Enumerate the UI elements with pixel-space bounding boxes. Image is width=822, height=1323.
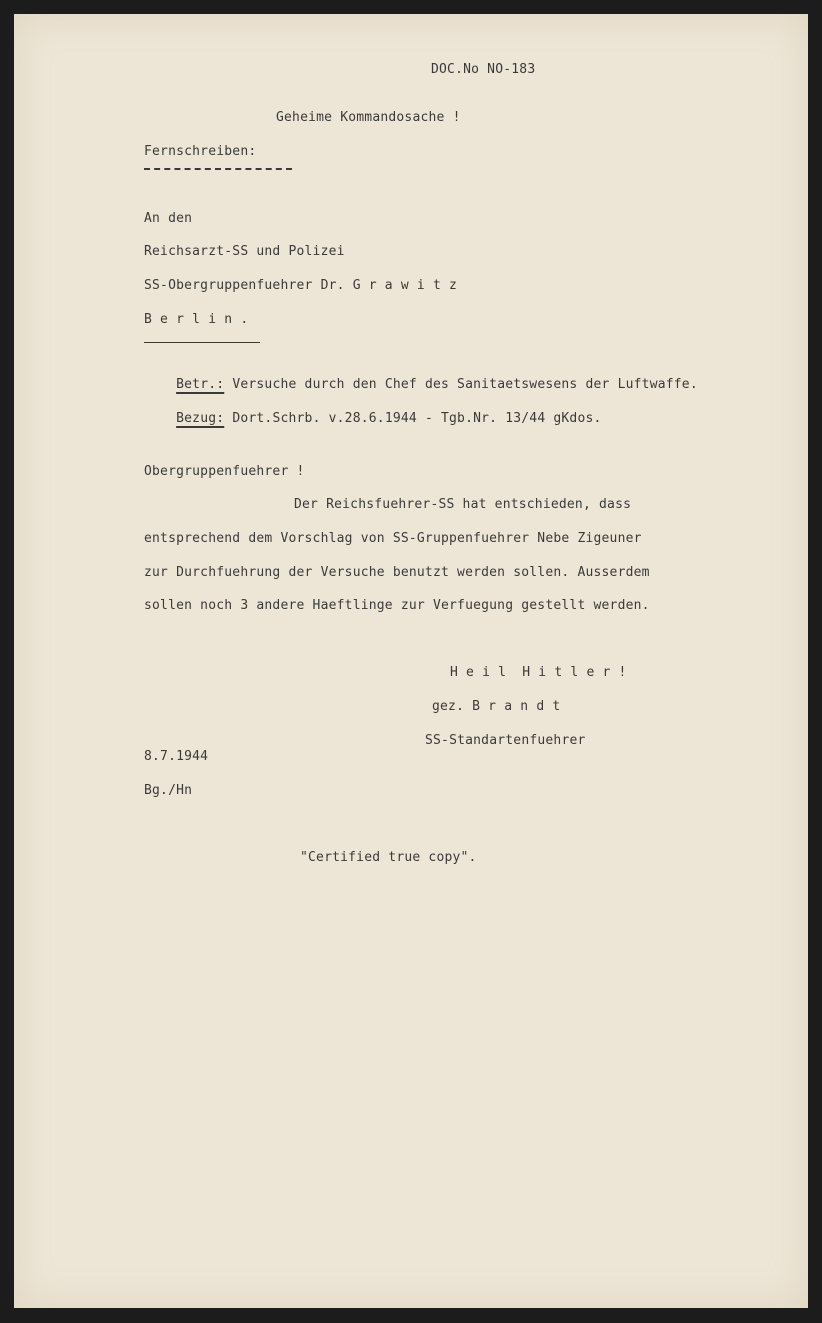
document-page [14,14,808,1308]
classification-heading: Geheime Kommandosache ! [276,110,461,125]
bezug-text: Dort.Schrb. v.28.6.1944 - Tgb.Nr. 13/44 gKdos. [232,411,602,426]
body-line-3: zur Durchfuehrung der Versuche benutzt werden sollen. Ausserdem [144,565,650,580]
body-line-2: entsprechend dem Vorschlag von SS-Gruppenfuehrer Nebe Zigeuner [144,531,642,546]
doc-number: DOC.No NO-183 [431,62,536,77]
betr-label: Betr.: [176,377,225,392]
address-line-1: An den [144,211,193,226]
closing-rank: SS-Standartenfuehrer [425,733,586,748]
address-city-underline [144,342,260,343]
closing-signature: gez. B r a n d t [432,699,561,714]
address-line-3: SS-Obergruppenfuehrer Dr. G r a w i t z [144,278,458,293]
salutation: Obergruppenfuehrer ! [144,464,305,479]
certification-note: "Certified true copy". [300,850,477,865]
subject-bezug [144,396,602,441]
address-line-2: Reichsarzt-SS und Polizei [144,244,345,259]
document-type-underline [144,168,292,170]
bezug-label: Bezug: [176,411,225,426]
address-city: B e r l i n . [144,312,249,327]
reference-initials: Bg./Hn [144,783,193,798]
betr-text: Versuche durch den Chef des Sanitaetswesens der Luftwaffe. [232,377,698,392]
document-type: Fernschreiben: [144,144,257,159]
body-line-4: sollen noch 3 andere Haeftlinge zur Verfuegung gestellt werden. [144,598,650,613]
document-date: 8.7.1944 [144,749,209,764]
closing-greeting: H e i l H i t l e r ! [450,665,627,680]
body-line-1: Der Reichsfuehrer-SS hat entschieden, dass [294,497,632,512]
